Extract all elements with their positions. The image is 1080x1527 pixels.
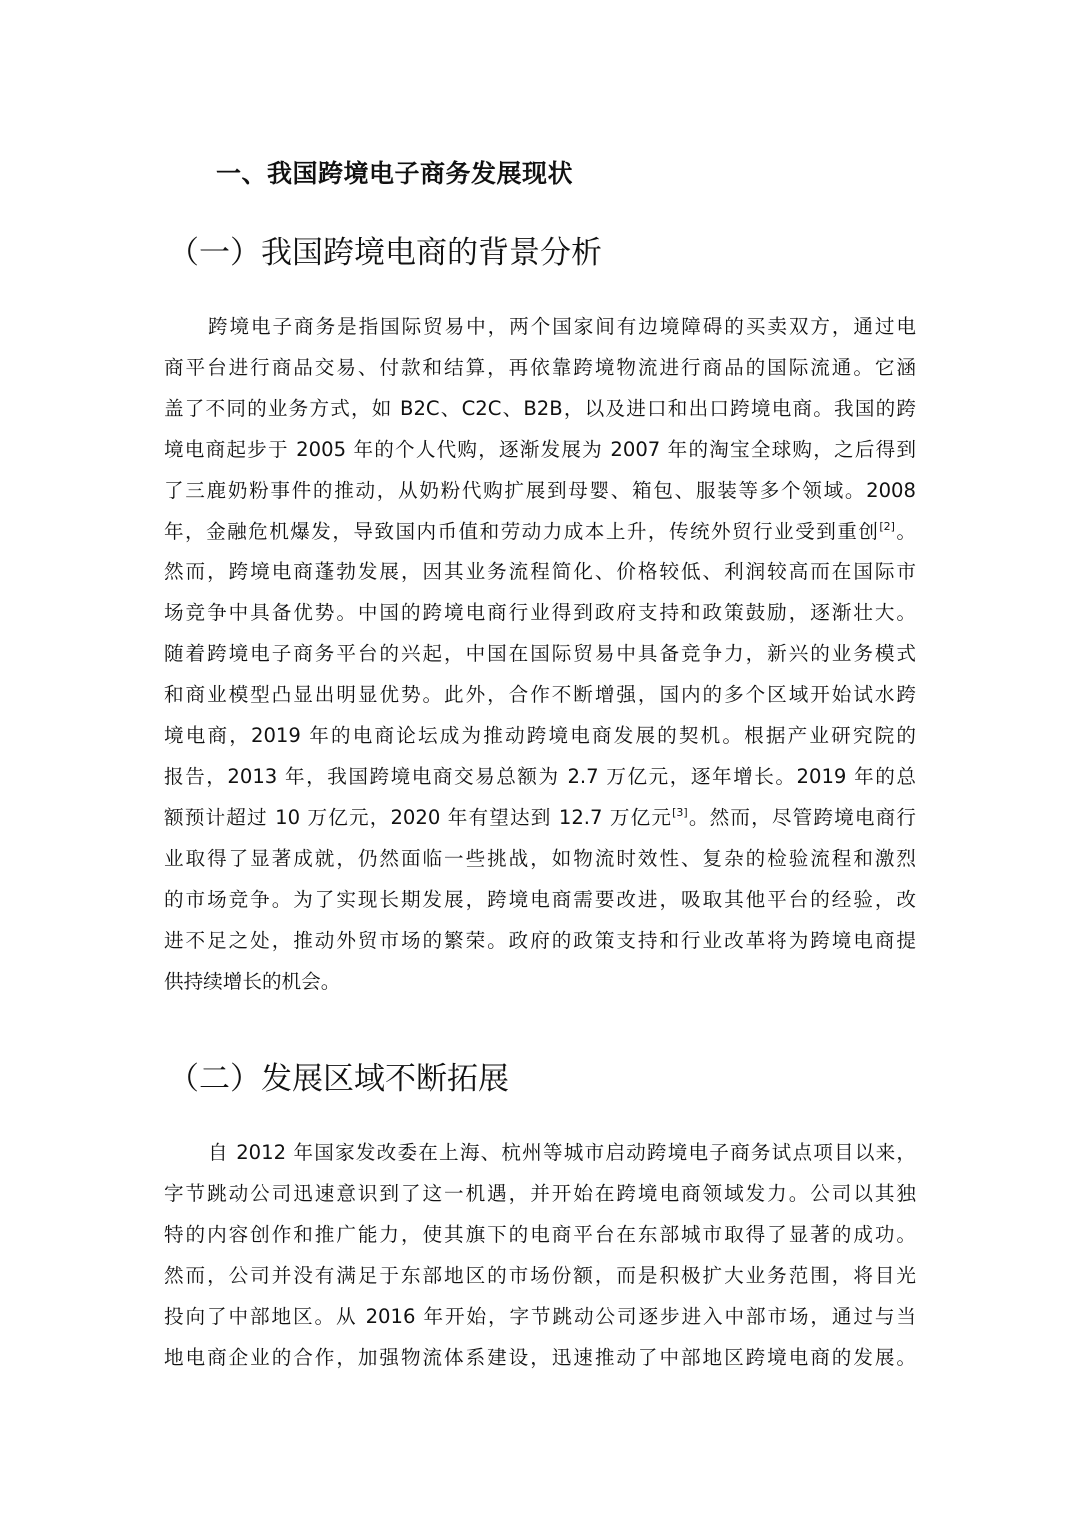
paragraph-line: 业取得了显著成就，仍然面临一些挑战，如物流时效性、复杂的检验流程和激烈 [164,846,916,870]
paragraph-line: 字节跳动公司迅速意识到了这一机遇，并开始在跨境电商领域发力。公司以其独 [164,1181,916,1205]
paragraph-line: 和商业模型凸显出明显优势。此外，合作不断增强，国内的多个区域开始试水跨 [164,683,916,707]
paragraph-line: 供持续增长的机会。 [164,969,341,993]
paragraph-line: 自 2012 年国家发改委在上海、杭州等城市启动跨境电子商务试点项目以来， [208,1141,916,1164]
chapter-title: 一、我国跨境电子商务发展现状 [216,159,574,188]
paragraph-line: 跨境电子商务是指国际贸易中，两个国家间有边境障碍的买卖双方，通过电 [208,315,916,338]
section-2-paragraph [164,1133,916,1378]
paragraph-line: 投向了中部地区。从 2016 年开始，字节跳动公司逐步进入中部市场，通过与当 [164,1304,916,1328]
line-text: 年，金融危机爆发，导致国内币值和劳动力成本上升，传统外贸行业受到重创 [164,519,880,543]
paragraph-line: 进不足之处，推动外贸市场的繁荣。政府的政策支持和行业改革将为跨境电商提 [164,928,916,952]
paragraph-line: 随着跨境电子商务平台的兴起，中国在国际贸易中具备竞争力，新兴的业务模式 [164,642,916,666]
section-title-region-expansion: （二）发展区域不断拓展 [168,1061,509,1097]
line-text: 额预计超过 10 万亿元，2020 年有望达到 12.7 万亿元 [164,805,673,829]
paragraph-line: 特的内容创作和推广能力，使其旗下的电商平台在东部城市取得了显著的成功。 [164,1222,916,1246]
paragraph-line: 了三鹿奶粉事件的推动，从奶粉代购扩展到母婴、箱包、服装等多个领域。2008 [164,478,916,502]
paragraph-line: 境电商起步于 2005 年的个人代购，逐渐发展为 2007 年的淘宝全球购，之后得到 [164,437,916,461]
paragraph-line-with-citation [164,512,916,553]
paragraph-line: 然而，公司并没有满足于东部地区的市场份额，而是积极扩大业务范围，将目光 [164,1263,916,1287]
paragraph-line: 境电商，2019 年的电商论坛成为推动跨境电商发展的契机。根据产业研究院的 [164,724,916,748]
paragraph-line: 地电商企业的合作，加强物流体系建设，迅速推动了中部地区跨境电商的发展。 [164,1345,916,1369]
paragraph-line: 场竞争中具备优势。中国的跨境电商行业得到政府支持和政策鼓励，逐渐壮大。 [164,601,916,625]
section-1-paragraph [164,307,916,1002]
paragraph-line: 然而，跨境电商蓬勃发展，因其业务流程简化、价格较低、利润较高而在国际市 [164,560,916,584]
paragraph-line: 商平台进行商品交易、付款和结算，再依靠跨境物流进行商品的国际流通。它涵 [164,355,916,379]
section-title-background: （一）我国跨境电商的背景分析 [168,235,602,271]
paragraph-line: 盖了不同的业务方式，如 B2C、C2C、B2B，以及进口和出口跨境电商。我国的跨 [164,396,916,420]
paragraph-line: 的市场竞争。为了实现长期发展，跨境电商需要改进，吸取其他平台的经验，改 [164,887,916,911]
citation-ref: [2] [879,519,895,533]
paragraph-line: 报告，2013 年，我国跨境电商交易总额为 2.7 万亿元，逐年增长。2019 年的总 [164,764,916,788]
paragraph-line-with-citation [164,798,916,839]
line-text-tail: 。然而，尽管跨境电商行 [687,805,916,829]
line-text-tail: 。 [894,519,916,543]
citation-ref: [3] [672,805,688,819]
